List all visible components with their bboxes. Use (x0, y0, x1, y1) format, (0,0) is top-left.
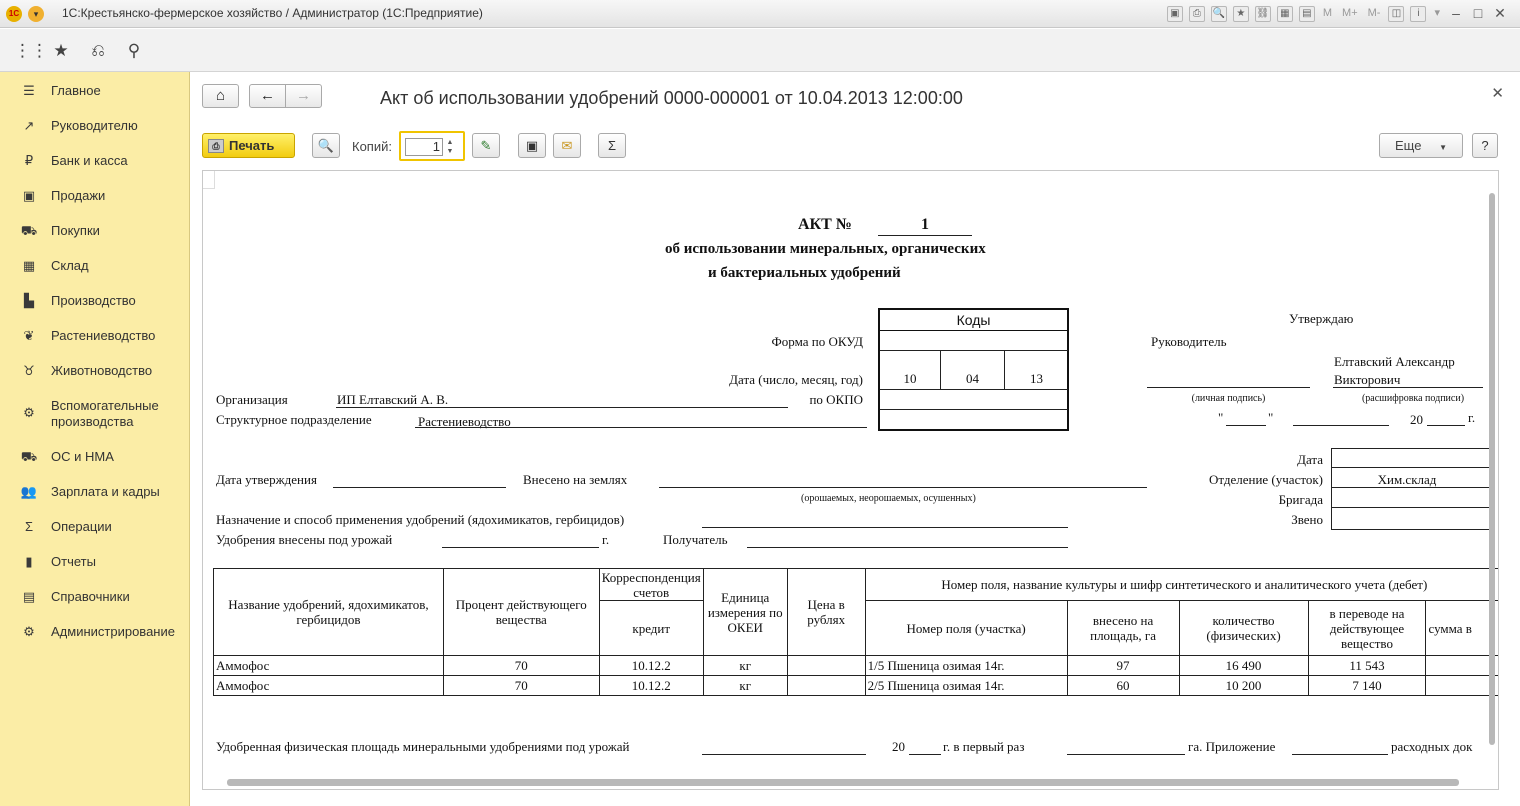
gear-icon: ⚙ (23, 624, 35, 639)
preview-icon[interactable]: 🔍 (1211, 6, 1227, 22)
home-button[interactable]: ⌂ (202, 84, 239, 108)
footer-docs: расходных док (1391, 739, 1473, 754)
underline (702, 527, 1068, 528)
signature-line (1147, 387, 1310, 388)
quote-open: " (1218, 410, 1224, 425)
restore-icon[interactable]: □ (1473, 5, 1483, 21)
sections-sidebar (0, 72, 190, 806)
forward-button[interactable]: → (285, 84, 322, 108)
sidebar-item-main[interactable] (0, 82, 190, 100)
header-active: в переводе на действующее вещество (1308, 601, 1426, 656)
right-date-label: Дата (1297, 452, 1323, 467)
search-icon[interactable]: ⚲ (127, 41, 141, 60)
sum-button[interactable]: Σ (598, 133, 626, 158)
structure-value: Растениеводство (418, 414, 511, 429)
sidebar-item-label: Растениеводство (51, 328, 156, 343)
panels-icon[interactable]: ◫ (1388, 6, 1404, 22)
print-label: Печать (229, 138, 275, 153)
sidebar-item-catalogs[interactable] (0, 588, 190, 606)
cell-area: 97 (1067, 656, 1179, 676)
email-button[interactable]: ✉ (553, 133, 581, 158)
underline (659, 487, 1147, 488)
coin-icon: ₽ (24, 153, 34, 168)
cell-active: 11 543 (1308, 656, 1426, 676)
footer-text-area: Удобренная физическая площадь минеральными удобрениями под урожай (216, 739, 630, 754)
sidebar-item-operations[interactable] (0, 518, 190, 536)
sidebar-item-label: Руководителю (51, 118, 138, 133)
cell-percent: 70 (443, 656, 599, 676)
head-label: Руководитель (1151, 334, 1227, 349)
copies-label: Копий: (352, 139, 392, 154)
sidebar-item-auxiliary[interactable] (0, 397, 190, 431)
sidebar-item-label: Животноводство (51, 363, 153, 378)
table-row (214, 656, 1500, 676)
cell-credit: 10.12.2 (599, 656, 703, 676)
sidebar-item-sales[interactable] (0, 187, 190, 205)
cell-unit: кг (703, 676, 787, 696)
memory-plus-button[interactable]: M+ (1342, 7, 1358, 19)
sidebar-item-bank[interactable] (0, 152, 190, 170)
header-field-group: Номер поля, название культуры и шифр синтетического и аналитического учета (дебет) (865, 569, 1499, 601)
cell-active: 7 140 (1308, 676, 1426, 696)
underline (1292, 754, 1388, 755)
sidebar-item-label: Производство (51, 293, 136, 308)
sidebar-item-warehouse[interactable] (0, 257, 190, 275)
cell-percent: 70 (443, 676, 599, 696)
fertilizer-table (213, 568, 1499, 696)
organization-value: ИП Елтавский А. В. (337, 392, 449, 407)
calculator-icon[interactable]: ▦ (1277, 6, 1293, 22)
sidebar-item-label: Вспомогательные производства (51, 398, 159, 429)
act-number: 1 (921, 216, 929, 233)
cell-field: 1/5 Пшеница озимая 14г. (865, 656, 1067, 676)
bar-chart-icon: ▮ (25, 554, 33, 569)
close-window-icon[interactable]: ✕ (1494, 5, 1506, 21)
organization-label: Организация (216, 392, 288, 407)
sidebar-item-livestock[interactable] (0, 362, 190, 380)
tractor-icon: ⚙ (23, 405, 35, 420)
cell-area: 60 (1067, 676, 1179, 696)
cell-qty: 10 200 (1179, 676, 1308, 696)
row-line (1331, 487, 1491, 488)
header-credit: кредит (599, 601, 703, 656)
sidebar-item-label: Склад (51, 258, 89, 273)
header-sum: сумма в (1426, 601, 1499, 656)
vertical-scrollbar[interactable] (1489, 193, 1495, 745)
signature-hint: (личная подпись) (1191, 393, 1266, 404)
header-qty: количество (физических) (1179, 601, 1308, 656)
header-name: Название удобрений, ядохимикатов, гербицидов (214, 569, 444, 656)
memory-button[interactable]: M (1322, 7, 1333, 19)
copies-stepper[interactable]: ▲ ▼ (446, 139, 454, 155)
codes-header: Коды (956, 312, 991, 328)
history-icon[interactable]: ⎌ (91, 41, 105, 60)
window-titlebar (0, 0, 1520, 28)
row-line (880, 330, 1068, 331)
sidebar-item-purchases[interactable] (0, 222, 190, 240)
approve-label: Утверждаю (1289, 311, 1354, 326)
copies-input[interactable]: 1 (405, 138, 443, 156)
cell-price (787, 676, 865, 696)
sidebar-item-reports[interactable] (0, 553, 190, 571)
sidebar-item-label: Покупки (51, 223, 100, 238)
footer-first-time: г. в первый раз (943, 739, 1025, 754)
date-label: Дата (число, месяц, год) (729, 372, 863, 387)
date-year: 13 (1030, 371, 1043, 386)
cell-qty: 16 490 (1179, 656, 1308, 676)
print-icon[interactable]: ⎙ (1189, 6, 1205, 22)
department-label: Отделение (участок) (1208, 472, 1323, 487)
okud-label: Форма по ОКУД (771, 334, 863, 349)
brigade-label: Бригада (1278, 492, 1323, 507)
favorite-add-icon[interactable]: ★ (1233, 6, 1249, 22)
footer-year-prefix: 20 (892, 739, 905, 754)
truck-icon: ⛟ (20, 449, 38, 464)
sidebar-item-salary[interactable] (0, 483, 190, 501)
sidebar-item-label: Главное (51, 83, 101, 98)
header-correspondence: Корреспонденция счетов (599, 569, 703, 601)
print-form (203, 171, 1493, 781)
decode-hint: (расшифровка подписи) (1361, 393, 1465, 404)
decode-line (1333, 387, 1483, 388)
main-content (191, 72, 1520, 806)
more-button[interactable] (1379, 133, 1463, 158)
row-line (1331, 507, 1491, 508)
underline (702, 754, 866, 755)
header-area: внесено на площадь, га (1067, 601, 1179, 656)
crop-label: Удобрения внесены под урожай (216, 532, 393, 547)
year-prefix: 20 (1410, 412, 1423, 427)
cell-price (787, 656, 865, 676)
more-label: Еще (1395, 138, 1422, 153)
underline (909, 754, 941, 755)
right-fields-box (1331, 448, 1491, 530)
cell-corner (203, 171, 215, 189)
row-line (880, 409, 1068, 410)
menu-icon: ☰ (23, 83, 35, 98)
underline (747, 547, 1068, 548)
horizontal-scrollbar[interactable] (227, 779, 1459, 786)
close-form-icon[interactable]: ✕ (1491, 85, 1504, 102)
people-icon: 👥 (20, 484, 38, 499)
row-line (880, 389, 1068, 390)
sidebar-item-admin[interactable] (0, 623, 190, 641)
unit-label: Звено (1291, 512, 1323, 527)
save-file-button[interactable]: ▣ (518, 133, 546, 158)
leaf-icon: ❦ (23, 328, 35, 343)
favorites-star-icon[interactable]: ★ (53, 41, 69, 60)
sidebar-item-label: Отчеты (51, 554, 96, 569)
titlebar-tools (1167, 5, 1508, 23)
memory-minus-button[interactable]: M- (1367, 7, 1381, 19)
edit-mode-button[interactable]: ✎ (472, 133, 500, 158)
land-label: Внесено на землях (523, 472, 628, 487)
cell-field: 2/5 Пшеница озимая 14г. (865, 676, 1067, 696)
copies-field-frame (399, 131, 465, 161)
main-menu-button[interactable]: ▾ (28, 6, 44, 22)
sidebar-item-label: Продажи (51, 188, 106, 203)
cell-name: Аммофос (214, 676, 444, 696)
year-line (1427, 425, 1465, 426)
header-field: Номер поля (участка) (865, 601, 1067, 656)
printer-icon: ⎙ (208, 139, 224, 153)
department-value: Хим.склад (1377, 472, 1437, 487)
month-line (1293, 425, 1389, 426)
info-dropdown-icon[interactable]: ▾ (1434, 7, 1440, 19)
receiver-label: Получатель (663, 532, 728, 547)
head-name-line2: Викторович (1334, 372, 1401, 387)
purpose-label: Назначение и способ применения удобрений (ядохимикатов, гербицидов) (216, 512, 625, 527)
row-line (1331, 467, 1491, 468)
sidebar-item-crops[interactable] (0, 327, 190, 345)
underline (1067, 754, 1185, 755)
preview-button[interactable]: 🔍 (312, 133, 340, 158)
sidebar-item-label: Справочники (51, 589, 130, 604)
1c-logo-icon: 1С (6, 6, 22, 22)
day-line (1226, 425, 1266, 426)
date-day: 10 (903, 371, 917, 386)
year-suffix: г. (1468, 410, 1476, 425)
chevron-down-icon: ▼ (1439, 143, 1447, 152)
table-row (214, 676, 1500, 696)
help-button[interactable]: ? (1472, 133, 1498, 158)
trend-icon: ↗ (23, 118, 35, 133)
minimize-icon[interactable]: – (1452, 5, 1460, 21)
back-button[interactable]: ← (249, 84, 286, 108)
approve-date-label: Дата утверждения (216, 472, 317, 487)
sidebar-item-label: Администрирование (51, 624, 175, 639)
underline (415, 427, 867, 428)
info-icon[interactable]: i (1410, 6, 1426, 22)
window-title: 1С:Крестьянско-фермерское хозяйство / Администратор (1С:Предприятие) (62, 6, 483, 20)
act-subtitle-line2: и бактериальных удобрений (708, 265, 901, 281)
cart-icon: ⛟ (20, 223, 38, 238)
header-unit: Единица измерения по ОКЕИ (703, 569, 787, 656)
book-icon: ▤ (22, 589, 36, 604)
warehouse-icon: ▦ (22, 258, 36, 273)
row-line (880, 350, 1068, 351)
sidebar-item-assets[interactable] (0, 448, 190, 466)
cell-name: Аммофос (214, 656, 444, 676)
land-hint: (орошаемых, неорошаемых, осушенных) (801, 493, 976, 504)
sidebar-item-label: Банк и касса (51, 153, 128, 168)
underline (333, 487, 506, 488)
calendar-icon[interactable]: ▤ (1299, 6, 1315, 22)
act-subtitle-line1: об использовании минеральных, органических (665, 241, 986, 257)
act-label: АКТ № (798, 216, 852, 233)
cell-credit: 10.12.2 (599, 676, 703, 696)
sidebar-item-production[interactable] (0, 292, 190, 310)
header-price: Цена в рублях (787, 569, 865, 656)
date-month: 04 (966, 371, 979, 386)
okpo-label: по ОКПО (809, 392, 863, 407)
crop-suffix: г. (602, 532, 610, 547)
underline (336, 407, 788, 408)
sidebar-item-manager[interactable] (0, 117, 190, 135)
factory-icon: ▙ (24, 293, 34, 308)
footer-attachment: га. Приложение (1188, 739, 1276, 754)
structure-label: Структурное подразделение (216, 412, 372, 427)
link-icon[interactable]: ⛓ (1255, 6, 1271, 22)
underline (878, 235, 972, 236)
dt-kt-icon: Ʃ (24, 519, 34, 534)
sidebar-item-label: Операции (51, 519, 112, 534)
cow-icon: ♉ (23, 363, 35, 378)
section-toolbar (0, 29, 1520, 72)
header-percent: Процент действующего вещества (443, 569, 599, 656)
sidebar-item-label: ОС и НМА (51, 449, 114, 464)
print-button[interactable] (202, 133, 295, 158)
spreadsheet-document-viewer[interactable] (202, 170, 1499, 790)
page-title: Акт об использовании удобрений 0000-000001 от 10.04.2013 12:00:00 (380, 88, 963, 108)
head-name-line1: Елтавский Александр (1334, 354, 1455, 369)
shop-icon: ▣ (22, 188, 36, 203)
cell-unit: кг (703, 656, 787, 676)
save-icon[interactable]: ▣ (1167, 6, 1183, 22)
apps-grid-icon[interactable]: ⋮⋮ (14, 41, 48, 60)
quote-close: " (1268, 410, 1274, 425)
underline (442, 547, 599, 548)
sidebar-item-label: Зарплата и кадры (51, 484, 160, 499)
